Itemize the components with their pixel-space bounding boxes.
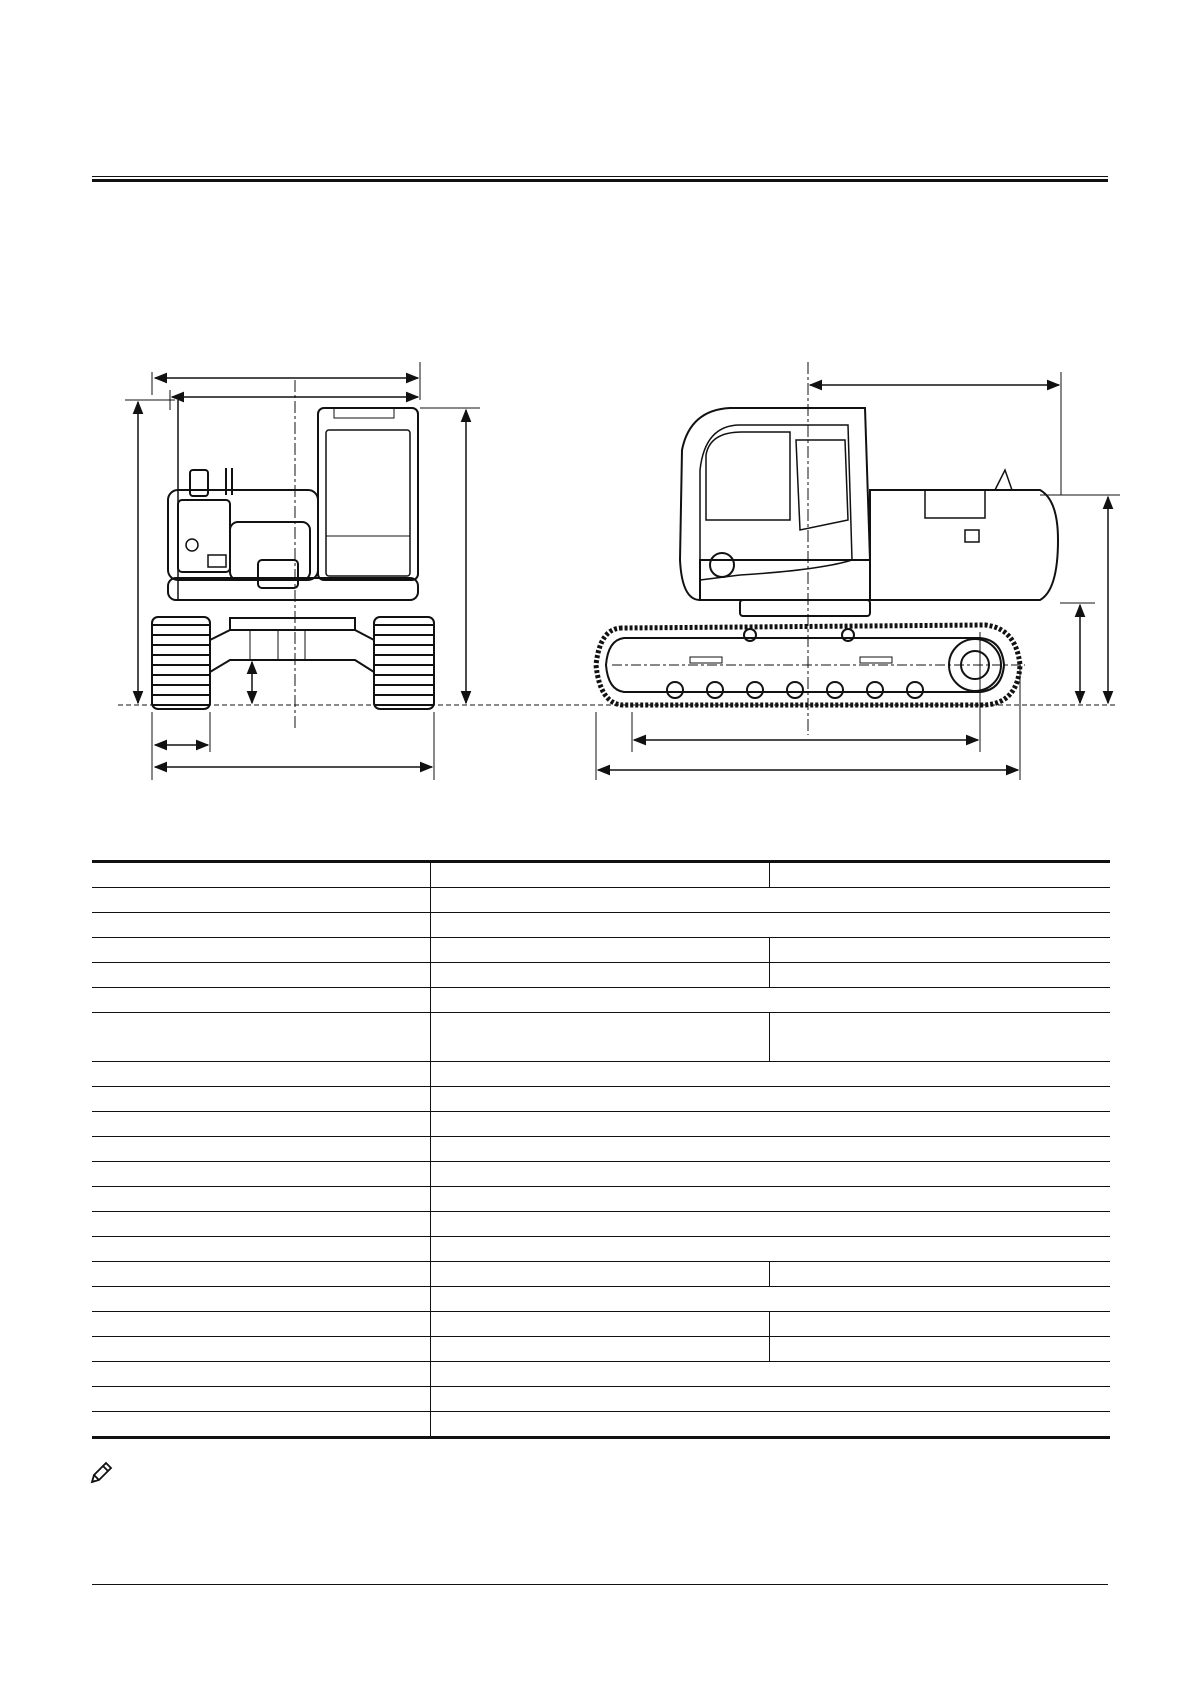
spec-value-cell xyxy=(431,1237,1111,1262)
spec-label-cell xyxy=(92,1162,431,1187)
spec-value-cell xyxy=(770,1262,1111,1287)
spec-value-cell xyxy=(770,1013,1111,1062)
spec-label-cell xyxy=(92,988,431,1013)
spec-value-cell xyxy=(431,1137,1111,1162)
spec-label-cell xyxy=(92,1362,431,1387)
spec-value-cell xyxy=(770,938,1111,963)
spec-value-cell xyxy=(431,988,1111,1013)
spec-row xyxy=(92,938,1110,963)
spec-value-cell xyxy=(431,1087,1111,1112)
footer-rule xyxy=(92,1584,1108,1585)
spec-label-cell xyxy=(92,1062,431,1087)
pencil-note-icon xyxy=(88,1460,114,1486)
spec-row xyxy=(92,1412,1110,1438)
spec-label-cell xyxy=(92,1212,431,1237)
spec-row xyxy=(92,1062,1110,1087)
dimension-drawing xyxy=(0,0,1191,790)
spec-row xyxy=(92,913,1110,938)
spec-label-cell xyxy=(92,1112,431,1137)
spec-label-cell xyxy=(92,1412,431,1438)
spec-label-cell xyxy=(92,1187,431,1212)
spec-label-cell xyxy=(92,913,431,938)
spec-label-cell xyxy=(92,1387,431,1412)
spec-row xyxy=(92,1237,1110,1262)
spec-value-cell xyxy=(770,1337,1111,1362)
spec-row xyxy=(92,862,1110,888)
spec-row xyxy=(92,988,1110,1013)
spec-value-cell xyxy=(431,1262,770,1287)
spec-row xyxy=(92,1187,1110,1212)
spec-row xyxy=(92,1137,1110,1162)
spec-row xyxy=(92,1087,1110,1112)
spec-row xyxy=(92,1262,1110,1287)
spec-label-cell xyxy=(92,1287,431,1312)
spec-row xyxy=(92,1387,1110,1412)
spec-row xyxy=(92,1362,1110,1387)
spec-value-cell xyxy=(431,1212,1111,1237)
spec-value-cell xyxy=(770,1312,1111,1337)
spec-row xyxy=(92,1312,1110,1337)
spec-value-cell xyxy=(770,963,1111,988)
spec-table xyxy=(92,860,1110,1439)
spec-value-cell xyxy=(431,1187,1111,1212)
spec-row xyxy=(92,1287,1110,1312)
spec-value-cell xyxy=(431,1387,1111,1412)
spec-label-cell xyxy=(92,888,431,913)
spec-value-cell xyxy=(431,913,1111,938)
side-dimensions xyxy=(596,372,1120,780)
spec-row xyxy=(92,888,1110,913)
spec-label-cell xyxy=(92,938,431,963)
spec-value-cell xyxy=(431,1162,1111,1187)
spec-value-cell xyxy=(431,963,770,988)
spec-value-cell xyxy=(431,1062,1111,1087)
excavator-side-view xyxy=(596,362,1058,735)
spec-label-cell xyxy=(92,1013,431,1062)
spec-row xyxy=(92,1112,1110,1137)
right-track xyxy=(374,617,434,709)
left-track xyxy=(152,617,210,709)
spec-value-cell xyxy=(431,1362,1111,1387)
spec-row xyxy=(92,963,1110,988)
spec-row xyxy=(92,1162,1110,1187)
spec-label-cell xyxy=(92,1137,431,1162)
spec-value-cell xyxy=(431,1287,1111,1312)
spec-label-cell xyxy=(92,1087,431,1112)
spec-value-cell xyxy=(431,938,770,963)
spec-value-cell xyxy=(431,1412,1111,1438)
spec-label-cell xyxy=(92,1337,431,1362)
spec-label-cell xyxy=(92,963,431,988)
spec-table-body xyxy=(92,862,1110,1438)
spec-value-cell xyxy=(431,1312,770,1337)
spec-value-cell xyxy=(431,888,1111,913)
spec-label-cell xyxy=(92,862,431,888)
spec-value-cell xyxy=(431,862,770,888)
spec-row xyxy=(92,1013,1110,1062)
spec-value-cell xyxy=(431,1013,770,1062)
spec-row xyxy=(92,1212,1110,1237)
spec-value-cell xyxy=(770,862,1111,888)
spec-value-cell xyxy=(431,1337,770,1362)
excavator-front-view xyxy=(152,380,434,730)
spec-value-cell xyxy=(431,1112,1111,1137)
spec-label-cell xyxy=(92,1312,431,1337)
spec-label-cell xyxy=(92,1262,431,1287)
spec-label-cell xyxy=(92,1237,431,1262)
spec-row xyxy=(92,1337,1110,1362)
